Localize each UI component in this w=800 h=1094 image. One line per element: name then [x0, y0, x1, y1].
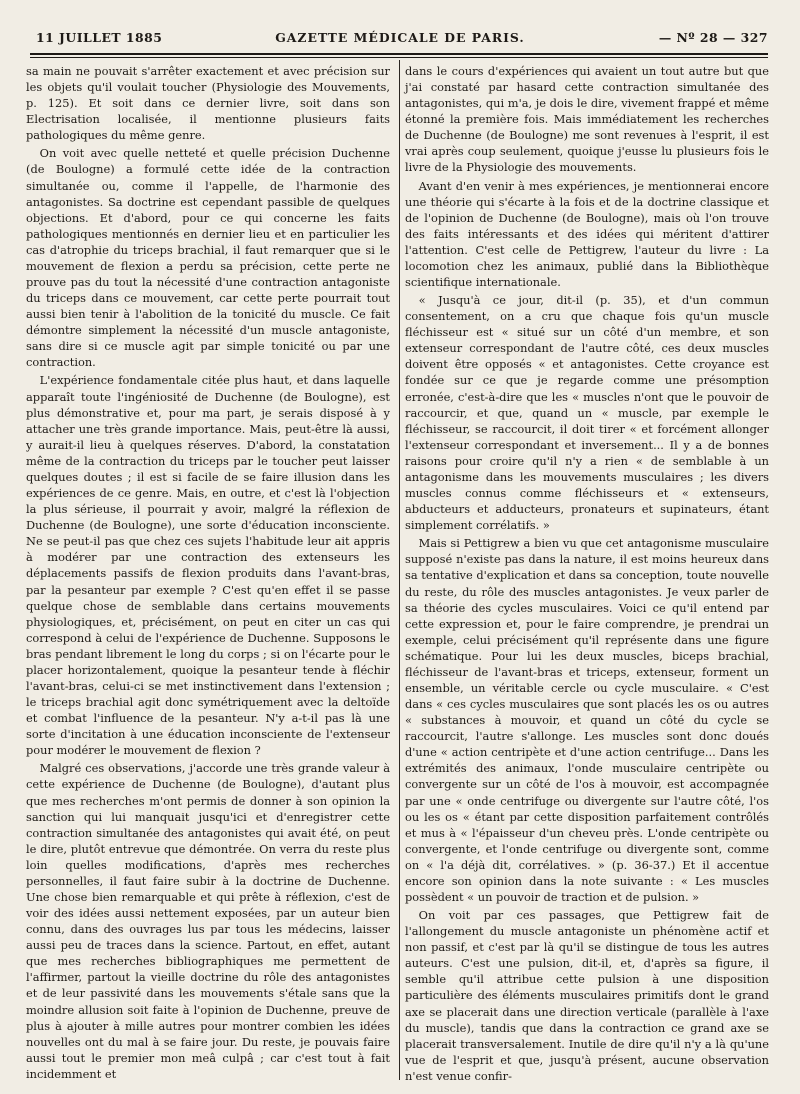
- paragraph: Avant d'en venir à mes expériences, je mentionnerai encore une théorie qui s'écarte à la fois et de la doctrine classique et de l'opinion de Duchenne (de Boulogne), mais où l'on trouve des faits intéressants et des idées qui méritent d'attirer l'attention. C'est celle de Pettigrew, l'auteur du livre : La locomotion chez les animaux, publié dans la Bibliothèque scientifique internationale.: [405, 178, 769, 290]
- header-page-number: — Nº 28 — 327: [658, 30, 768, 45]
- header-date: 11 JUILLET 1885: [36, 30, 163, 45]
- paragraph: Mais si Pettigrew a bien vu que cet antagonisme musculaire supposé n'existe pas dans la nature, il est moins heureux dans sa tentative d'explication et dans sa conception, toute nouvelle du reste, du rôle des muscles antagonistes. Je veux parler de sa théorie des cycles musculaires. Voici ce qu'il entend par cette expression et, pour le faire comprendre, je prendrai un exemple, celui précisément qu'il représente dans une figure schématique. Pour lui les deux muscles, biceps brachial, fléchisseur de l'avant-bras et triceps, extenseur, forment un ensemble, un véritable cercle ou cycle musculaire. « C'est dans « ces cycles musculaires que sont placés les os ou autres « substances à mouvoir, et quand un côté du cycle se raccourcit, l'autre s'allonge. Les muscles sont donc doués d'une « action centripète et d'une action centrifuge... Dans les extrémités des animaux, l'onde musculaire centripète ou convergente sur un côté de l'os à mouvoir, est accompagnée par une « onde centrifuge ou divergente sur l'autre côté, l'os ou les os « étant par cette disposition parfaitement contrôlés et mus à « l'épaisseur d'un cheveu près. L'onde centripète ou convergente, et l'onde centrifuge ou divergente sont, comme on « l'a déjà dit, corrélatives. » (p. 36-37.) Et il accentue encore son opinion dans la note suivante : « Les muscles possèdent « un pouvoir de traction et de pulsion. »: [405, 536, 769, 904]
- header-rule-thin: [30, 57, 768, 58]
- left-column: [26, 63, 390, 1082]
- paragraph: Malgré ces observations, j'accorde une très grande valeur à cette expérience de Duchenne (de Boulogne), d'autant plus que mes recherches m'ont permis de donner à son opinion la sanction qui lui manquait jusqu'ici et d'enregistrer cette contraction simultanée des antagonistes qui avait été, on peut le dire, plutôt entrevue que démontrée. On verra du reste plus loin quelles modifications, d'après mes recherches personnelles, il faut faire subir à la doctrine de Duchenne. Une chose bien remarquable et qui prête à réflexion, c'est de voir des idées aussi nettement exposées, par un auteur bien connu, dans des ouvrages lus par tous les médecins, laisser aussi peu de traces dans la science. Partout, en effet, autant que mes recherches bibliographiques me permettent de l'affirmer, partout la vieille doctrine du rôle des antagonistes et de leur passivité dans les mouvements s'étale sans que la moindre allusion soit faite à l'opinion de Duchenne, preuve de plus à ajouter à mille autres pour montrer combien les idées nouvelles ont du mal à se faire jour. Du reste, je pouvais faire aussi tout le premier mon meâ culpâ ; car c'est tout à fait incidemment et: [26, 761, 390, 1081]
- right-column: [405, 63, 769, 1084]
- paragraph: L'expérience fondamentale citée plus haut, et dans laquelle apparaît toute l'ingéniosité de Duchenne (de Boulogne), est plus démonstrative et, pour ma part, je serais disposé à y attacher une très grande importance. Mais, peut-être là aussi, y aurait-il lieu à quelques réserves. D'abord, la constatation même de la contraction du triceps par le toucher peut laisser quelques doutes ; il est si facile de se faire illusion dans les expériences de ce genre. Mais, en outre, et c'est là l'objection la plus sérieuse, il pourrait y avoir, malgré la réflexion de Duchenne (de Boulogne), une sorte d'éducation inconsciente. Ne se peut-il pas que chez ces sujets l'habitude leur ait appris à modérer par une contraction des extenseurs les déplacements passifs de flexion produits dans l'avant-bras, par la pesanteur par exemple ? C'est qu'en effet il se passe quelque chose de semblable dans certains mouvements physiologiques, et, précisément, on peut en citer un cas qui correspond à celui de l'expérience de Duchenne. Supposons le bras pendant librement le long du corps ; si on l'écarte pour le placer horizontalement, quoique la pesanteur tende à fléchir l'avant-bras, celui-ci se met instinctivement dans l'extension ; le triceps brachial agit donc symétriquement avec la deltoïde et combat l'influence de la pesanteur. N'y a-t-il pas là une sorte d'incitation à une éducation inconsciente de l'extenseur pour modérer le mouvement de flexion ?: [26, 373, 390, 758]
- paragraph: dans le cours d'expériences qui avaient un tout autre but que j'ai constaté par hasard cette contraction simultanée des antagonistes, qui m'a, je dois le dire, vivement frappé et même étonné la première fois. Mais immédiatement les recherches de Duchenne (de Boulogne) me sont revenues à l'esprit, il est vrai après coup seulement, quoique j'eusse lu plusieurs fois le livre de la Physiologie des mouvements.: [405, 64, 769, 175]
- paragraph: On voit par ces passages, que Pettigrew fait de l'allongement du muscle antagoniste un phénomène actif et non passif, et c'est par là qu'il se distingue de tous les autres auteurs. C'est une pulsion, dit-il, et, d'après sa figure, il semble qu'il attribue cette pulsion à une disposition particulière des éléments musculaires primitifs dont le grand axe se placerait dans une direction verticale (parallèle à l'axe du muscle), tandis que dans la contraction ce grand axe se placerait transversalement. Inutile de dire qu'il n'y a là qu'une vue de l'esprit et que, jusqu'à présent, aucune observation n'est venue confir-: [405, 908, 769, 1083]
- column-divider: [399, 60, 400, 1080]
- paragraph: « Jusqu'à ce jour, dit-il (p. 35), et d'un commun consentement, on a cru que chaque fois qu'un muscle fléchisseur est « situé sur un côté d'un membre, et son extenseur correspondant de l'autre côté, ces deux muscles doivent être opposés « et antagonistes. Cette croyance est fondée sur ce que je regarde comme une présomption erronée, c'est-à-dire que les « muscles n'ont que le pouvoir de raccourcir, et que, quand un « muscle, par exemple le fléchisseur, se raccourcit, il doit tirer « et forcément allonger l'extenseur correspondant et inversement... Il y a de bonnes raisons pour croire qu'il n'y a rien « de semblable à un antagonisme dans les mouvements musculaires ; les divers muscles connus comme fléchisseurs et « extenseurs, abducteurs et adducteurs, pronateurs et supinateurs, étant simplement corrélatifs. »: [405, 293, 769, 533]
- header-rule-thick: [30, 53, 768, 55]
- header-title: GAZETTE MÉDICALE DE PARIS.: [275, 30, 525, 45]
- paragraph: On voit avec quelle netteté et quelle précision Duchenne (de Boulogne) a formulé cette idée de la contraction simultanée ou, comme il l'appelle, de l'harmonie des antagonistes. Sa doctrine est cependant passible de quelques objections. Et d'abord, pour ce qui concerne les faits pathologiques mentionnés en dernier lieu et en particulier les cas d'atrophie du triceps brachial, il faut remarquer que si le mouvement de flexion a perdu sa précision, cette perte ne prouve pas du tout la nécessité d'une contraction antagoniste du triceps dans ce mouvement, car cette perte pourrait tout aussi bien tenir à l'abolition de la tonicité du muscle. Ce fait démontre simplement la nécessité d'un muscle antagoniste, sans dire si ce muscle agit par simple tonicité ou par une contraction.: [26, 146, 390, 370]
- page-header: [30, 30, 770, 50]
- paragraph: sa main ne pouvait s'arrêter exactement et avec précision sur les objets qu'il voulait toucher (Physiologie des Mouvements, p. 125). Et soit dans ce dernier livre, soit dans son Electrisation localisée, il mentionne plusieurs faits pathologiques du même genre.: [26, 64, 390, 143]
